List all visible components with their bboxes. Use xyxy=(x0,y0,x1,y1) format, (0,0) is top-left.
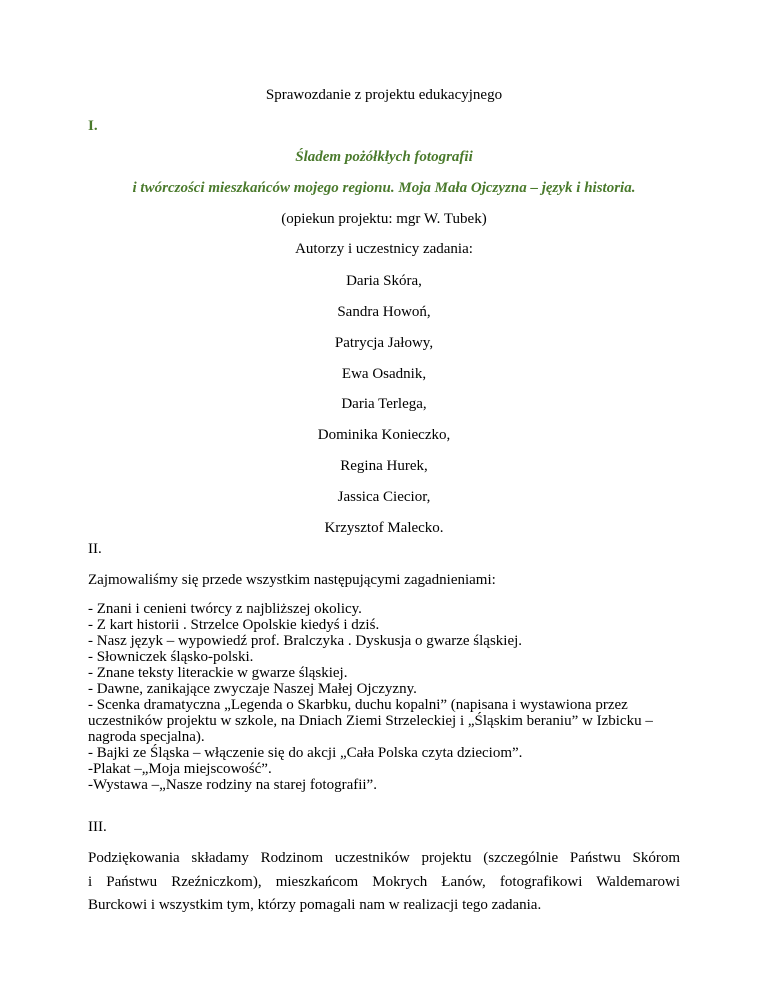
list-item: - Z kart historii . Strzelce Opolskie kiedyś i dziś. xyxy=(88,617,380,633)
list-item: - Bajki ze Śląska – włączenie się do akcji „Cała Polska czyta dzieciom”. xyxy=(88,745,523,761)
author-name: Patrycja Jałowy, xyxy=(334,335,434,351)
project-heading-line-1: Śladem pożółkłych fotografii xyxy=(295,149,473,165)
author-name: Ewa Osadnik, xyxy=(341,366,427,382)
author-name: Dominika Konieczko, xyxy=(317,427,451,443)
author-name: Sandra Howoń, xyxy=(337,304,431,320)
document-title: Sprawozdanie z projektu edukacyjnego xyxy=(265,87,503,103)
list-item: -Plakat –„Moja miejscowość”. xyxy=(88,761,272,777)
list-item: - Scenka dramatyczna „Legenda o Skarbku, duchu kopalni” (napisana i wystawiona przez xyxy=(88,697,628,713)
list-item: uczestników projektu w szkole, na Dniach Ziemi Strzeleckiej i „Śląskim beraniu” w Izbicku – xyxy=(88,713,653,729)
author-name: Regina Hurek, xyxy=(340,458,428,474)
author-name: Daria Skóra, xyxy=(346,273,422,289)
author-name: Jassica Ciecior, xyxy=(337,489,431,505)
topics-list xyxy=(88,601,688,793)
list-item: nagroda specjalna). xyxy=(88,729,205,745)
section-3-label: III. xyxy=(88,819,107,835)
section-2-label: II. xyxy=(88,541,102,557)
thanks-paragraph-line: Podziękowania składamy Rodzinom uczestników projektu (szczególnie Państwu Skórom xyxy=(88,850,680,866)
project-heading-line-2: i twórczości mieszkańców mojego regionu. Moja Mała Ojczyzna – język i historia. xyxy=(132,180,636,196)
author-name: Daria Terlega, xyxy=(341,396,427,412)
list-item: - Znane teksty literackie w gwarze śląskiej. xyxy=(88,665,348,681)
list-item: - Nasz język – wypowiedź prof. Bralczyka . Dyskusja o gwarze śląskiej. xyxy=(88,633,523,649)
authors-label: Autorzy i uczestnicy zadania: xyxy=(295,241,473,257)
thanks-paragraph-line: Burckowi i wszystkim tym, którzy pomagali nam w realizacji tego zadania. xyxy=(88,897,542,913)
project-supervisor: (opiekun projektu: mgr W. Tubek) xyxy=(281,211,487,227)
list-item: - Dawne, zanikające zwyczaje Naszej Małej Ojczyzny. xyxy=(88,681,417,697)
list-item: - Znani i cenieni twórcy z najbliższej okolicy. xyxy=(88,601,362,617)
section-1-label: I. xyxy=(88,118,98,134)
list-item: - Słowniczek śląsko-polski. xyxy=(88,649,254,665)
thanks-paragraph-line: i Państwu Rzeźniczkom), mieszkańcom Mokrych Łanów, fotografikowi Waldemarowi xyxy=(88,874,680,890)
list-item: -Wystawa –„Nasze rodziny na starej fotografii”. xyxy=(88,777,377,793)
section-2-intro: Zajmowaliśmy się przede wszystkim następującymi zagadnieniami: xyxy=(88,572,496,588)
author-name: Krzysztof Malecko. xyxy=(324,520,444,536)
